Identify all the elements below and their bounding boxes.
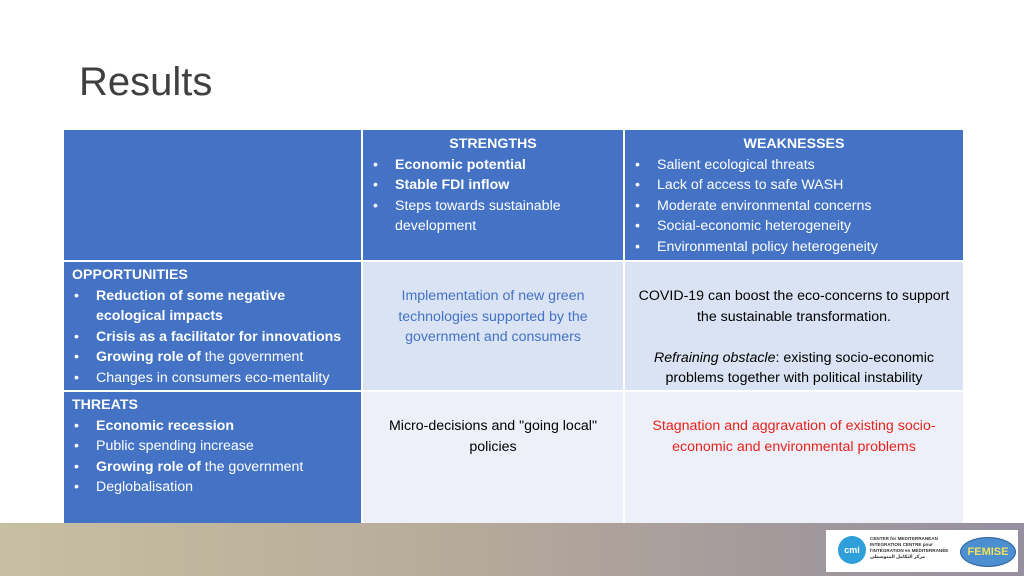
list-item: • Steps towards sustainable development [371,196,615,237]
femise-logo: FEMISE [960,537,1016,567]
threats-header-cell [64,392,361,523]
threats-header: THREATS [72,397,138,413]
list-item: • Lack of access to safe WASH [633,175,955,196]
list-item: • Deglobalisation [72,477,353,498]
weaknesses-header-cell [625,130,963,260]
wo-text-1: COVID-19 can boost the eco-concerns to support the sustainable transformation. [638,288,950,325]
st-text: Micro-decisions and "going local" policies [388,418,597,455]
partner-logos [826,530,1018,572]
corner-cell [64,130,361,260]
list-item: • Economic recession [72,416,353,437]
list-item: • Growing role of the government [72,347,353,368]
cmi-logo-text: CENTER for MEDITERRANEAN INTEGRATION CENTRE pour l'INTÉGRATION en MÉDITERRANÉE مركز التكامل المتوسطي [870,536,949,559]
page-title: Results [79,60,213,104]
wt-text: Stagnation and aggravation of existing socio-economic and environmental problems [652,418,936,455]
list-item: • Changes in consumers eco-mentality [72,368,353,389]
cmi-logo-icon: cmi [838,536,866,564]
wt-cell [625,392,963,523]
strengths-header-cell [363,130,623,260]
opportunities-header-cell [64,262,361,390]
list-item: • Economic potential [371,155,615,176]
threats-list [72,416,353,498]
list-item: • Reduction of some negative ecological impacts [72,286,353,327]
list-item: • Growing role of the government [72,457,353,478]
st-cell [363,392,623,523]
list-item: • Crisis as a facilitator for innovations [72,327,353,348]
wo-text-2: Refraining obstacle: existing socio-economic problems together with political instability [654,349,934,386]
so-cell [363,262,623,390]
list-item: • Stable FDI inflow [371,175,615,196]
swot-table [64,130,963,523]
weaknesses-header: WEAKNESSES [743,136,845,152]
list-item: • Moderate environmental concerns [633,196,955,217]
weaknesses-list [633,155,955,258]
strengths-list [371,155,615,237]
opportunities-list [72,286,353,389]
list-item: • Environmental policy heterogeneity [633,237,955,258]
list-item: • Public spending increase [72,436,353,457]
so-text: Implementation of new green technologies supported by the government and consumers [398,288,588,345]
strengths-header: STRENGTHS [449,136,537,152]
opportunities-header: OPPORTUNITIES [72,267,188,283]
list-item: • Salient ecological threats [633,155,955,176]
list-item: • Social-economic heterogeneity [633,216,955,237]
wo-cell [625,262,963,390]
